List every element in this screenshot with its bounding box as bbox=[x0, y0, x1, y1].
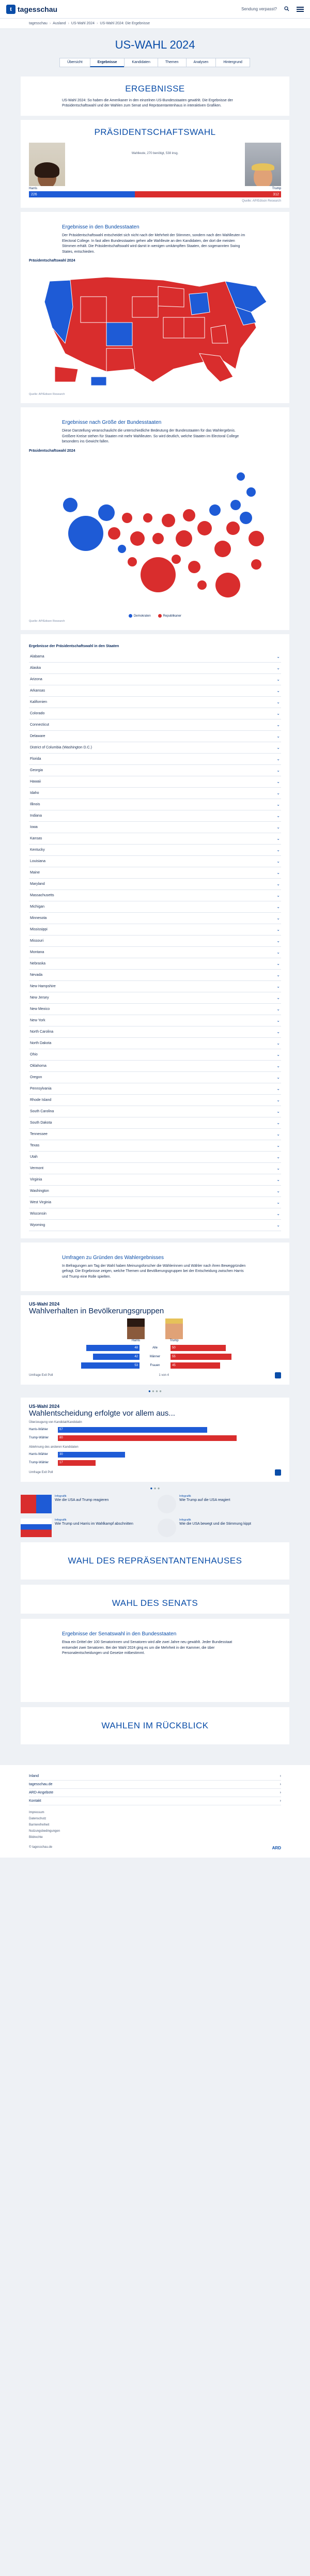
state-row[interactable] bbox=[29, 856, 281, 867]
electoral-votes-bar bbox=[29, 191, 281, 197]
state-name: South Dakota bbox=[30, 1121, 52, 1125]
state-name: North Dakota bbox=[30, 1041, 52, 1045]
teaser-thumbnail bbox=[158, 1495, 176, 1513]
state-name: Oregon bbox=[30, 1075, 42, 1079]
retro-section bbox=[21, 1707, 289, 1744]
survey1-kicker: US-Wahl 2024 bbox=[29, 1301, 60, 1307]
motive-bar: 30 bbox=[58, 1452, 125, 1458]
chevron-down-icon: ⌄ bbox=[276, 938, 280, 943]
state-name: Tennessee bbox=[30, 1132, 48, 1136]
presidential-subtitle: Wahlleute, 270 benötigt, 538 insg. bbox=[131, 152, 179, 156]
state-row[interactable] bbox=[29, 924, 281, 936]
results-intro-text: US-Wahl 2024: So haben die Amerikaner in den einzelnen US-Bundesstaaten gewählt. Die Ergebnisse der Präsidentschaftswahl und der Wahlen zum Senat und Repräsentantenhaus in interaktiven Grafiken. bbox=[62, 99, 233, 108]
trump-share-bar: 50 bbox=[171, 1345, 226, 1351]
state-name: Nevada bbox=[30, 973, 43, 977]
top-bar bbox=[0, 0, 310, 19]
teaser-item[interactable] bbox=[158, 1495, 289, 1513]
harris-portrait bbox=[29, 143, 65, 186]
state-name: Mississippi bbox=[30, 927, 48, 931]
chevron-down-icon: ⌄ bbox=[276, 1052, 280, 1057]
state-name: Idaho bbox=[30, 791, 39, 795]
teaser-grid bbox=[21, 1495, 289, 1537]
chevron-down-icon: ⌄ bbox=[276, 813, 280, 818]
state-row[interactable] bbox=[29, 1152, 281, 1163]
chevron-down-icon: ⌄ bbox=[276, 1109, 280, 1114]
motive-row bbox=[29, 1434, 281, 1442]
state-name: Arkansas bbox=[30, 688, 45, 693]
chevron-down-icon: ⌄ bbox=[276, 881, 280, 886]
motive-bar: 17 bbox=[58, 1460, 96, 1466]
state-row[interactable] bbox=[29, 1083, 281, 1095]
states-list-label: Ergebnisse der Präsidentschaftswahl in den Staaten bbox=[29, 644, 119, 648]
copyright: © tagesschau.de bbox=[29, 1845, 53, 1849]
map-text: Der Präsidentschaftswahl entscheidet sich nicht nach der Mehrheit der Stimmen, sondern nach den Wahlleuten im Electoral College. In fast allen Bundesstaaten gehen alle Wahlleute an den Kandidaten, der dort die meisten Stimmen erhält. Die Präsidentschaftswahl wird damit in wenigen umkämpften Staaten, den sogenannten Swing States, entschieden. bbox=[62, 234, 245, 254]
state-row[interactable] bbox=[29, 958, 281, 970]
state-row[interactable] bbox=[29, 765, 281, 776]
tab-topics[interactable]: Themen bbox=[158, 58, 187, 67]
footer-link[interactable]: Inland › bbox=[29, 1772, 281, 1781]
chevron-down-icon: ⌄ bbox=[276, 722, 280, 727]
chevron-down-icon: ⌄ bbox=[276, 768, 280, 773]
survey-group: Frauen bbox=[150, 1364, 160, 1368]
tab-background[interactable]: Hintergrund bbox=[215, 58, 250, 67]
motive-bar: 80 bbox=[58, 1435, 237, 1441]
teaser-title: Wie die USA auf Trump reagieren bbox=[55, 1498, 109, 1502]
motive-row bbox=[29, 1451, 281, 1458]
survey-group: Alle bbox=[152, 1346, 158, 1350]
state-row[interactable] bbox=[29, 1015, 281, 1026]
chevron-down-icon: ⌄ bbox=[276, 1211, 280, 1216]
state-row[interactable] bbox=[29, 981, 281, 992]
state-name: Washington bbox=[30, 1189, 49, 1193]
state-row[interactable] bbox=[29, 1049, 281, 1061]
breadcrumb: tagesschau › Ausland › US-Wahl 2024 › US-Wahl 2024: Die Ergebnisse bbox=[0, 19, 310, 29]
carousel-dots[interactable]: ● ● ● bbox=[150, 1486, 160, 1491]
chevron-down-icon: ⌄ bbox=[276, 1097, 280, 1102]
footer-link[interactable]: tagesschau.de › bbox=[29, 1781, 281, 1789]
state-row[interactable] bbox=[29, 1186, 281, 1197]
chevron-down-icon: ⌄ bbox=[276, 904, 280, 909]
state-row[interactable] bbox=[29, 879, 281, 890]
bubble-legend bbox=[29, 614, 281, 618]
teaser-thumbnail bbox=[158, 1519, 176, 1537]
map-heading: Ergebnisse in den Bundesstaaten bbox=[62, 224, 140, 231]
state-name: Illinois bbox=[30, 802, 40, 806]
state-row[interactable] bbox=[29, 1220, 281, 1231]
state-row[interactable] bbox=[29, 1129, 281, 1140]
state-row[interactable] bbox=[29, 1140, 281, 1152]
state-name: Ohio bbox=[30, 1052, 38, 1056]
search-icon[interactable] bbox=[284, 6, 289, 12]
harris-votes: 226 bbox=[31, 192, 37, 196]
chevron-down-icon: ⌄ bbox=[276, 961, 280, 966]
footer-small-link[interactable]: Impressum bbox=[29, 1811, 44, 1814]
teaser-kicker: Infografik bbox=[55, 1495, 67, 1498]
legend-dem: Demokraten bbox=[129, 614, 151, 618]
harris-votes-bar bbox=[29, 191, 135, 197]
bubble-card bbox=[21, 407, 289, 630]
chevron-down-icon: ⌄ bbox=[276, 915, 280, 921]
state-name: District of Columbia (Washington D.C.) bbox=[30, 745, 92, 749]
map-source: Quelle: AP/Edison Research bbox=[29, 393, 65, 396]
survey-text: In Befragungen am Tag der Wahl haben Meinungsforscher die Wählerinnen und Wähler nach ihren Beweggründen gefragt. Die Ergebnisse zeigen, welche Themen und Bevölkerungsgruppen bei der Entscheidung zwischen Harris und Trump eine Rolle spielten. bbox=[62, 1264, 246, 1279]
teaser-thumbnail bbox=[21, 1495, 52, 1513]
tab-analyses[interactable]: Analysen bbox=[186, 58, 216, 67]
state-name: South Carolina bbox=[30, 1109, 54, 1113]
survey2-group2-label: Ablehnung des anderen Kandidaten bbox=[29, 1446, 79, 1449]
bubble-text: Diese Darstellung veranschaulicht die unterschiedliche Bedeutung der Bundesstaaten für das Wahlergebnis. Größere Kreise stehen für Staaten mit mehr Wahlleuten. So wird deutlich, welche Staaten im Electoral College besonders ins Gewicht fallen. bbox=[62, 429, 239, 444]
state-row[interactable] bbox=[29, 708, 281, 719]
state-row[interactable] bbox=[29, 822, 281, 833]
state-name: Wyoming bbox=[30, 1223, 45, 1227]
state-name: Vermont bbox=[30, 1166, 44, 1170]
breadcrumb-item[interactable]: Ausland bbox=[53, 22, 66, 25]
ard-logo[interactable]: ARD bbox=[272, 1845, 281, 1850]
us-results-map[interactable] bbox=[29, 266, 281, 391]
state-row[interactable] bbox=[29, 913, 281, 924]
chevron-down-icon: ⌄ bbox=[276, 688, 280, 693]
map-card bbox=[21, 212, 289, 403]
survey2-kicker: US-Wahl 2024 bbox=[29, 1404, 60, 1409]
motive-bar: 67 bbox=[58, 1427, 207, 1433]
teaser-kicker: Infografik bbox=[179, 1519, 191, 1522]
chevron-down-icon: ⌄ bbox=[276, 733, 280, 739]
chevron-down-icon: ⌄ bbox=[276, 745, 280, 750]
chevron-down-icon: ⌄ bbox=[276, 1075, 280, 1080]
state-name: Kalifornien bbox=[30, 700, 48, 704]
state-name: Kentucky bbox=[30, 848, 45, 852]
state-name: North Carolina bbox=[30, 1030, 54, 1034]
trump-votes: 312 bbox=[273, 192, 279, 196]
chevron-down-icon: ⌄ bbox=[276, 1120, 280, 1125]
survey1-title: Wahlverhalten in Bevölkerungsgruppen bbox=[29, 1307, 164, 1316]
survey-row bbox=[29, 1344, 281, 1352]
senate-text: Etwa ein Drittel der 100 Senatorinnen und Senatoren wird alle zwei Jahre neu gewählt. Jeder Bundesstaat entsendet zwei Senatoren. Bei der Wahl 2024 ging es um die Mehrheit in der Kammer, die über Personalentscheidungen und Gesetze mitbestimmt. bbox=[62, 1640, 233, 1655]
voter-group: Trump-Wähler bbox=[29, 1436, 49, 1440]
chevron-down-icon: ⌄ bbox=[276, 836, 280, 841]
chevron-down-icon: ⌄ bbox=[276, 802, 280, 807]
chevron-down-icon: ⌄ bbox=[276, 756, 280, 761]
state-row[interactable] bbox=[29, 1208, 281, 1220]
state-name: Utah bbox=[30, 1155, 38, 1159]
state-name: Indiana bbox=[30, 814, 42, 818]
state-row[interactable] bbox=[29, 1174, 281, 1186]
state-name: Colorado bbox=[30, 711, 45, 715]
motive-row bbox=[29, 1426, 281, 1433]
voter-group: Trump-Wähler bbox=[29, 1461, 49, 1465]
state-row[interactable] bbox=[29, 651, 281, 663]
footer-small-link[interactable]: Bildrechte bbox=[29, 1835, 43, 1839]
teaser-title: Wie die USA bewegt und die Stimmung kippt bbox=[179, 1522, 251, 1526]
trump-name: Trump bbox=[272, 187, 281, 191]
menu-icon[interactable] bbox=[297, 7, 304, 12]
state-row[interactable] bbox=[29, 719, 281, 731]
bubble-source: Quelle: AP/Edison Research bbox=[29, 619, 65, 623]
trump-thumb: Trump bbox=[165, 1318, 183, 1342]
state-row[interactable] bbox=[29, 867, 281, 879]
chevron-down-icon: ⌄ bbox=[276, 1006, 280, 1011]
state-row[interactable] bbox=[29, 810, 281, 822]
state-name: Delaware bbox=[30, 734, 45, 738]
teaser-title: Wie Trump auf die USA reagiert bbox=[179, 1498, 230, 1502]
chevron-down-icon: ⌄ bbox=[276, 790, 280, 795]
tab-overview[interactable]: Übersicht bbox=[59, 58, 90, 67]
state-row[interactable] bbox=[29, 799, 281, 810]
state-name: Wisconsin bbox=[30, 1212, 47, 1216]
house-title: WAHL DES REPRÄSENTANTENHAUSES bbox=[68, 1556, 242, 1566]
state-name: New York bbox=[30, 1018, 45, 1022]
state-name: Alabama bbox=[30, 654, 44, 658]
trump-portrait bbox=[245, 143, 281, 186]
state-name: Texas bbox=[30, 1143, 40, 1147]
chevron-down-icon: ⌄ bbox=[276, 699, 280, 704]
survey2-group1-label: Überzeugung von Kandidat/Kandidatin bbox=[29, 1421, 82, 1424]
chevron-down-icon: ⌄ bbox=[276, 824, 280, 830]
survey-heading: Umfragen zu Gründen des Wahlergebnisses bbox=[62, 1254, 164, 1261]
footer-small-link[interactable]: Nutzungsbedingungen bbox=[29, 1829, 60, 1833]
state-name: Oklahoma bbox=[30, 1064, 47, 1068]
tagesschau-logo-icon: t bbox=[6, 5, 16, 14]
trump-votes-bar bbox=[135, 191, 281, 197]
state-row[interactable] bbox=[29, 845, 281, 856]
bubble-heading: Ergebnisse nach Größe der Bundesstaaten bbox=[62, 420, 162, 426]
harris-name: Harris bbox=[29, 187, 37, 191]
chevron-down-icon: ⌄ bbox=[276, 1188, 280, 1193]
teaser-title: Wie Trump und Harris im Wahlkampf abschnitten bbox=[55, 1522, 133, 1526]
tab-bar bbox=[0, 56, 310, 72]
state-name: Hawaii bbox=[30, 779, 41, 784]
chevron-down-icon: ⌄ bbox=[276, 893, 280, 898]
state-row[interactable] bbox=[29, 833, 281, 845]
chevron-down-icon: ⌄ bbox=[276, 1029, 280, 1034]
state-row[interactable] bbox=[29, 890, 281, 901]
state-row[interactable] bbox=[29, 1038, 281, 1049]
survey2-title: Wahlentscheidung erfolgte vor allem aus... bbox=[29, 1409, 175, 1418]
state-name: Pennsylvania bbox=[30, 1086, 52, 1091]
states-results-list bbox=[21, 634, 289, 1238]
state-row[interactable] bbox=[29, 901, 281, 913]
senate-section bbox=[21, 1585, 289, 1614]
survey1-source: Umfrage Exit Poll bbox=[29, 1374, 53, 1377]
senate-title: WAHL DES SENATS bbox=[112, 1598, 198, 1608]
teaser-thumbnail bbox=[21, 1519, 52, 1537]
state-name: Nebraska bbox=[30, 961, 45, 965]
state-row[interactable] bbox=[29, 1072, 281, 1083]
state-name: Michigan bbox=[30, 904, 45, 909]
state-row[interactable] bbox=[29, 663, 281, 674]
state-name: West Virginia bbox=[30, 1200, 51, 1204]
legend-rep: Republikaner bbox=[158, 614, 181, 618]
teaser-item[interactable] bbox=[21, 1519, 152, 1537]
state-name: New Mexico bbox=[30, 1007, 50, 1011]
state-name: Rhode Island bbox=[30, 1098, 52, 1102]
state-name: Minnesota bbox=[30, 916, 47, 920]
state-name: Alaska bbox=[30, 666, 41, 670]
carousel-dots[interactable]: ● ● ● ● bbox=[148, 1389, 162, 1394]
state-name: Missouri bbox=[30, 939, 44, 943]
breadcrumb-item[interactable]: US-Wahl 2024 bbox=[71, 22, 95, 25]
trump-share-bar: 45 bbox=[171, 1362, 220, 1369]
chevron-down-icon: ⌄ bbox=[276, 677, 280, 682]
state-row[interactable] bbox=[29, 970, 281, 981]
state-row[interactable] bbox=[29, 754, 281, 765]
chevron-down-icon: ⌄ bbox=[276, 1040, 280, 1046]
logo-text: tagesschau bbox=[18, 5, 58, 13]
survey-group: Männer bbox=[149, 1355, 161, 1359]
state-name: Louisiana bbox=[30, 859, 45, 863]
state-name: Iowa bbox=[30, 825, 38, 829]
share-icon[interactable] bbox=[275, 1372, 281, 1378]
survey-card-groups bbox=[21, 1295, 289, 1385]
chevron-down-icon: ⌄ bbox=[276, 779, 280, 784]
state-row[interactable] bbox=[29, 1117, 281, 1129]
footer bbox=[0, 1765, 310, 1858]
house-section bbox=[21, 1542, 289, 1580]
state-row[interactable] bbox=[29, 1106, 281, 1117]
chevron-down-icon: ⌄ bbox=[276, 927, 280, 932]
state-row[interactable] bbox=[29, 731, 281, 742]
harris-share-bar: 48 bbox=[86, 1345, 140, 1351]
state-row[interactable] bbox=[29, 674, 281, 685]
voter-group: Harris-Wähler bbox=[29, 1453, 49, 1456]
bubble-chart-label: Präsidentschaftswahl 2024 bbox=[29, 449, 75, 453]
breadcrumb-item: US-Wahl 2024: Die Ergebnisse bbox=[100, 22, 150, 25]
state-row[interactable] bbox=[29, 936, 281, 947]
missed-show-link[interactable]: Sendung verpasst? bbox=[241, 7, 277, 11]
state-row[interactable] bbox=[29, 1163, 281, 1174]
page-title: US-WAHL 2024 bbox=[115, 38, 195, 51]
state-bubble-chart[interactable] bbox=[29, 456, 281, 612]
survey2-source: Umfrage Exit Poll bbox=[29, 1471, 53, 1475]
chevron-down-icon: ⌄ bbox=[276, 1018, 280, 1023]
chevron-down-icon: ⌄ bbox=[276, 858, 280, 864]
tab-results[interactable]: Ergebnisse bbox=[90, 58, 125, 67]
chevron-down-icon: ⌄ bbox=[276, 654, 280, 659]
chevron-down-icon: ⌄ bbox=[276, 1200, 280, 1205]
state-name: Kansas bbox=[30, 836, 42, 840]
teaser-item[interactable] bbox=[158, 1519, 289, 1537]
retro-title: WAHLEN IM RÜCKBLICK bbox=[101, 1720, 209, 1730]
state-name: Virginia bbox=[30, 1177, 42, 1182]
chevron-down-icon: ⌄ bbox=[276, 972, 280, 977]
state-row[interactable] bbox=[29, 788, 281, 799]
survey1-pager: 1 von 4 bbox=[159, 1374, 169, 1377]
state-name: Massachusetts bbox=[30, 893, 54, 897]
survey-intro-card bbox=[21, 1243, 289, 1292]
presidential-card bbox=[21, 120, 289, 208]
results-intro-card bbox=[21, 76, 289, 116]
chevron-down-icon: ⌄ bbox=[276, 847, 280, 852]
harris-thumb: Harris bbox=[127, 1318, 145, 1342]
share-icon[interactable] bbox=[275, 1469, 281, 1476]
survey-card-motive bbox=[21, 1398, 289, 1482]
teaser-kicker: Infografik bbox=[179, 1495, 191, 1498]
state-row[interactable] bbox=[29, 1026, 281, 1038]
chevron-down-icon: ⌄ bbox=[276, 995, 280, 1000]
state-row[interactable] bbox=[29, 1004, 281, 1015]
chevron-down-icon: ⌄ bbox=[276, 1131, 280, 1137]
state-name: Arizona bbox=[30, 677, 42, 681]
state-name: Georgia bbox=[30, 768, 43, 772]
chevron-down-icon: ⌄ bbox=[276, 1166, 280, 1171]
harris-share-bar: 42 bbox=[93, 1354, 140, 1360]
state-name: Maryland bbox=[30, 882, 45, 886]
survey-row bbox=[29, 1353, 281, 1360]
state-row[interactable] bbox=[29, 1095, 281, 1106]
footer-link[interactable]: Kontakt › bbox=[29, 1797, 281, 1805]
state-row[interactable] bbox=[29, 697, 281, 708]
footer-small-link[interactable]: Barrierefreiheit bbox=[29, 1823, 50, 1827]
presidential-title: PRÄSIDENTSCHAFTSWAHL bbox=[94, 127, 216, 137]
motive-row bbox=[29, 1459, 281, 1466]
state-name: New Jersey bbox=[30, 995, 49, 1000]
footer-small-link[interactable]: Datenschutz bbox=[29, 1817, 47, 1820]
state-row[interactable] bbox=[29, 742, 281, 754]
senate-card bbox=[21, 1619, 289, 1702]
chevron-down-icon: ⌄ bbox=[276, 870, 280, 875]
state-name: Montana bbox=[30, 950, 44, 954]
state-row[interactable] bbox=[29, 1197, 281, 1208]
harris-share-bar: 53 bbox=[81, 1362, 140, 1369]
state-name: New Hampshire bbox=[30, 984, 56, 988]
presidential-source: Quelle: AP/Edison Research bbox=[242, 200, 281, 203]
results-title: ERGEBNISSE bbox=[125, 84, 185, 94]
state-name: Maine bbox=[30, 870, 40, 875]
chevron-down-icon: ⌄ bbox=[276, 1154, 280, 1159]
chevron-down-icon: ⌄ bbox=[276, 984, 280, 989]
chevron-down-icon: ⌄ bbox=[276, 1177, 280, 1182]
voter-group: Harris-Wähler bbox=[29, 1428, 49, 1432]
chevron-down-icon: ⌄ bbox=[276, 949, 280, 955]
logo[interactable] bbox=[6, 5, 57, 14]
state-row[interactable] bbox=[29, 685, 281, 697]
state-row[interactable] bbox=[29, 776, 281, 788]
senate-heading: Ergebnisse der Senatswahl in den Bundesstaaten bbox=[62, 1631, 177, 1637]
chevron-down-icon: ⌄ bbox=[276, 1086, 280, 1091]
state-row[interactable] bbox=[29, 947, 281, 958]
teaser-kicker: Infografik bbox=[55, 1519, 67, 1522]
state-name: Florida bbox=[30, 757, 41, 761]
state-row[interactable] bbox=[29, 992, 281, 1004]
state-row[interactable] bbox=[29, 1061, 281, 1072]
survey-row bbox=[29, 1362, 281, 1369]
map-chart-label: Präsidentschaftswahl 2024 bbox=[29, 259, 75, 263]
chevron-down-icon: ⌄ bbox=[276, 1222, 280, 1228]
breadcrumb-item[interactable]: tagesschau bbox=[29, 22, 48, 25]
chevron-down-icon: ⌄ bbox=[276, 1143, 280, 1148]
chevron-down-icon: ⌄ bbox=[276, 1063, 280, 1068]
trump-share-bar: 55 bbox=[171, 1354, 231, 1360]
chevron-down-icon: ⌄ bbox=[276, 665, 280, 670]
footer-link[interactable]: ARD-Angebote › bbox=[29, 1789, 281, 1797]
chevron-down-icon: ⌄ bbox=[276, 711, 280, 716]
state-name: Connecticut bbox=[30, 723, 49, 727]
teaser-item[interactable] bbox=[21, 1495, 152, 1513]
tab-candidates[interactable]: Kandidaten bbox=[124, 58, 158, 67]
